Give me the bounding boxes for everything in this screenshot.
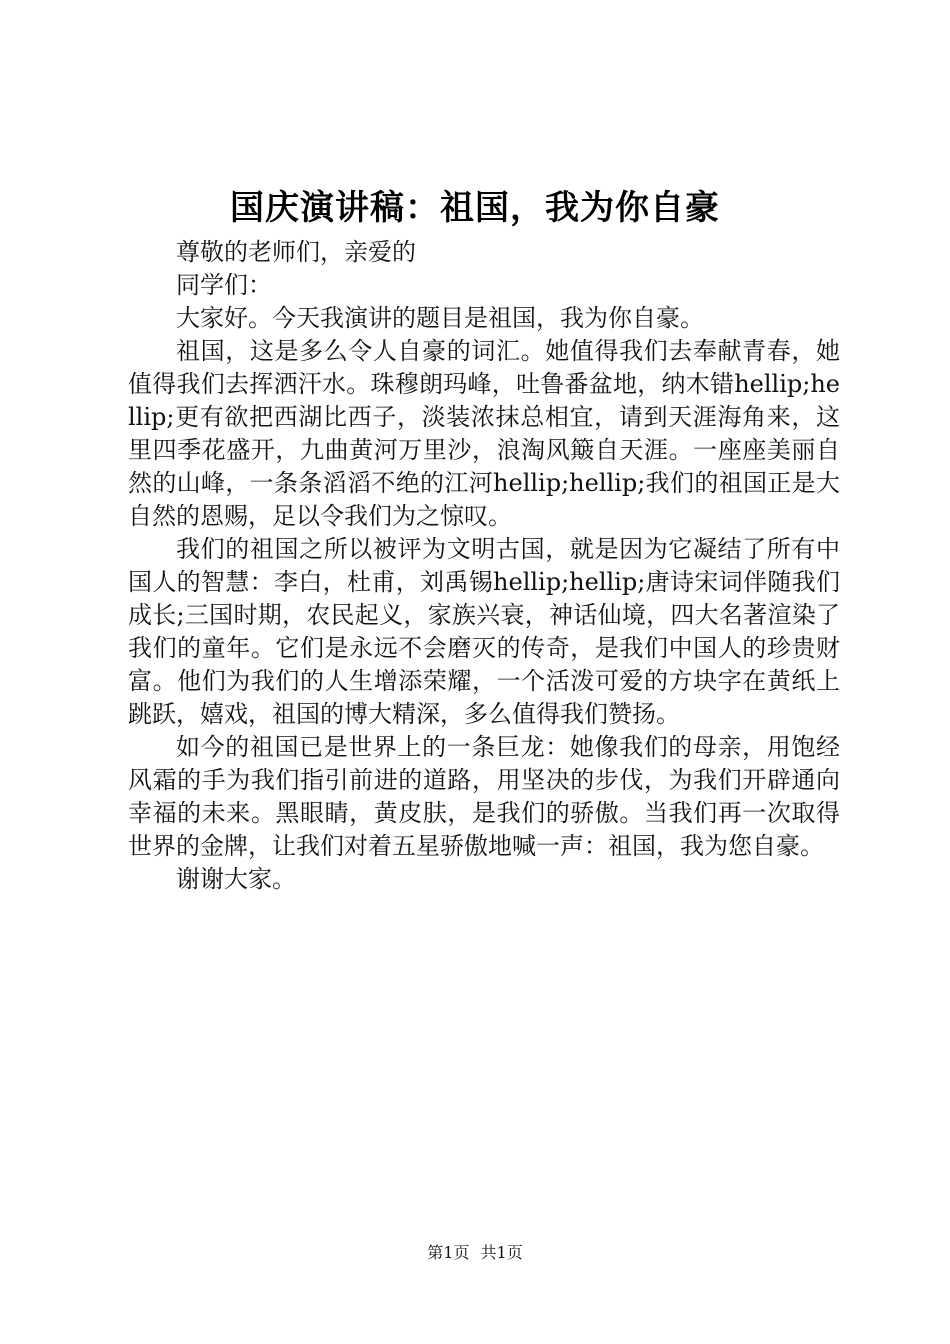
page-number: 第1页	[427, 1243, 470, 1262]
body-paragraph: 我们的祖国之所以被评为文明古国，就是因为它凝结了所有中国人的智慧：李白，杜甫，刘禹锡hellip;hellip;唐诗宋词伴随我们成长;三国时期，农民起义，家族兴衰，神话仙境，四大名著渲染了我们的童年。它们是永远不会磨灭的传奇，是我们中国人的珍贵财富。他们为我们的人生增添荣耀，一个活泼可爱的方块字在黄纸上跳跃，嬉戏，祖国的博大精深，多么值得我们赞扬。	[128, 535, 840, 728]
page-total: 共1页	[480, 1243, 523, 1262]
greeting-paragraph: 大家好。今天我演讲的题目是祖国，我为你自豪。	[176, 304, 704, 332]
page-footer	[0, 1242, 950, 1264]
body-paragraph: 如今的祖国已是世界上的一条巨龙：她像我们的母亲，用饱经风霜的手为我们指引前进的道路，用坚决的步伐，为我们开辟通向幸福的未来。黑眼睛，黄皮肤，是我们的骄傲。当我们再一次取得世界的金牌，让我们对着五星骄傲地喊一声：祖国，我为您自豪。	[128, 733, 840, 860]
salutation-line-1: 尊敬的老师们，亲爱的	[176, 238, 416, 266]
closing-paragraph: 谢谢大家。	[176, 865, 296, 893]
document-title: 国庆演讲稿：祖国，我为你自豪	[230, 188, 720, 228]
document-body	[128, 236, 840, 896]
salutation-line-2: 同学们：	[176, 271, 272, 299]
body-paragraph: 祖国，这是多么令人自豪的词汇。她值得我们去奉献青春，她值得我们去挥洒汗水。珠穆朗玛峰，吐鲁番盆地，纳木错hellip;hellip;更有欲把西湖比西子，淡装浓抹总相宜，请到天涯海角来，这里四季花盛开，九曲黄河万里沙，浪淘风簸自天涯。一座座美丽自然的山峰，一条条滔滔不绝的江河hellip;hellip;我们的祖国正是大自然的恩赐，足以令我们为之惊叹。	[128, 337, 840, 530]
